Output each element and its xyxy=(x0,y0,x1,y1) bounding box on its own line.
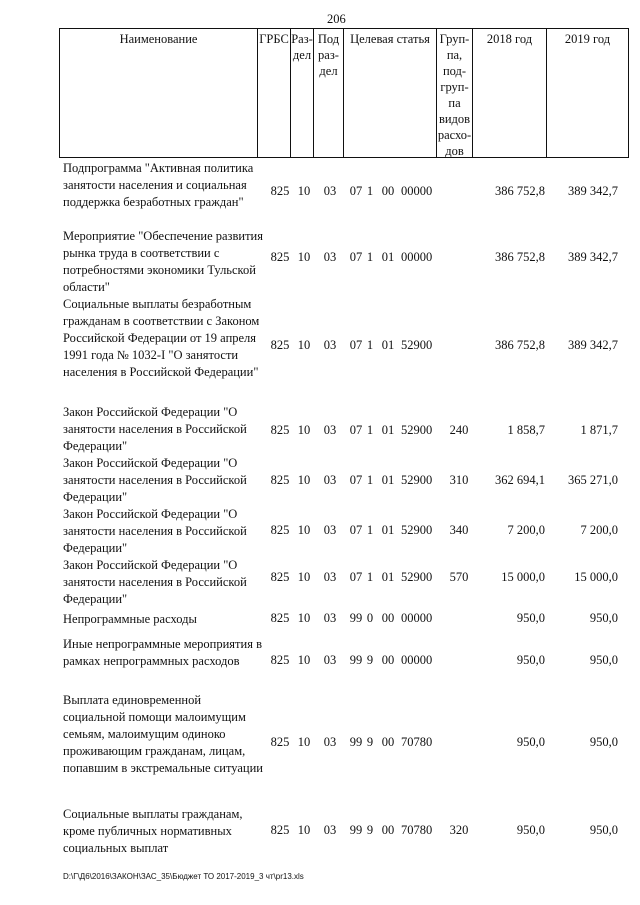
row-cs-program: 07 xyxy=(349,250,363,264)
row-2018: 950,0 xyxy=(516,611,545,625)
header-group-line: под- xyxy=(442,64,467,78)
row-cs-event: 00 xyxy=(381,611,395,625)
header-podrazdel xyxy=(314,29,344,157)
header-group xyxy=(437,29,473,157)
row-cs-direction: 52900 xyxy=(401,570,433,584)
table-row xyxy=(0,611,640,633)
header-podrazdel-line: раз- xyxy=(318,48,339,62)
row-group: 310 xyxy=(449,473,469,487)
row-cs-program: 99 xyxy=(349,823,363,837)
row-group: 340 xyxy=(449,523,469,537)
row-2019: 1 871,7 xyxy=(580,423,618,437)
row-podrazdel: 03 xyxy=(323,611,337,625)
table-row xyxy=(0,404,640,455)
row-2018: 7 200,0 xyxy=(507,523,545,537)
table-row xyxy=(0,636,640,690)
row-podrazdel: 03 xyxy=(323,523,337,537)
header-razdel xyxy=(291,29,314,157)
row-group: 240 xyxy=(449,423,469,437)
header-group-line: Груп- xyxy=(439,32,470,46)
row-name: Социальные выплаты безработным гражданам в соответствии с Законом Российской Федерации от 19 апреля 1991 года № 1032-I "О занятости населения в Российской Федерации" xyxy=(63,297,260,379)
row-razdel: 10 xyxy=(297,611,311,625)
row-cs-event: 01 xyxy=(381,338,395,352)
row-2018: 386 752,8 xyxy=(495,338,545,352)
row-group: 320 xyxy=(449,823,469,837)
row-2019: 950,0 xyxy=(589,653,618,667)
row-cs-subprogram: 0 xyxy=(366,611,374,625)
row-cs-program: 07 xyxy=(349,423,363,437)
row-cs-program: 99 xyxy=(349,653,363,667)
row-podrazdel: 03 xyxy=(323,338,337,352)
row-2019: 7 200,0 xyxy=(580,523,618,537)
row-cs-event: 01 xyxy=(381,473,395,487)
table-row xyxy=(0,228,640,296)
row-grbs: 825 xyxy=(270,473,290,487)
row-razdel: 10 xyxy=(297,735,311,749)
row-2019: 389 342,7 xyxy=(568,184,618,198)
row-2019: 389 342,7 xyxy=(568,338,618,352)
row-razdel: 10 xyxy=(297,473,311,487)
header-grbs: ГРБС xyxy=(258,29,291,157)
row-cs-subprogram: 1 xyxy=(366,338,374,352)
row-grbs: 825 xyxy=(270,250,290,264)
table-row xyxy=(0,455,640,506)
row-2018: 386 752,8 xyxy=(495,250,545,264)
row-cs-program: 99 xyxy=(349,735,363,749)
header-2018: 2018 год xyxy=(473,29,547,157)
row-razdel: 10 xyxy=(297,523,311,537)
header-podrazdel-line: Под xyxy=(317,32,340,46)
row-name: Закон Российской Федерации "О занятости населения в Российской Федерации" xyxy=(63,558,247,606)
row-name: Выплата единовременной социальной помощи малоимущим семьям, малоимущим одиноко проживающим гражданам, лицам, попавшим в экстремальные ситуации xyxy=(63,693,263,775)
row-grbs: 825 xyxy=(270,611,290,625)
table-row xyxy=(0,160,640,228)
row-2018: 1 858,7 xyxy=(507,423,545,437)
row-cs-subprogram: 9 xyxy=(366,823,374,837)
row-grbs: 825 xyxy=(270,184,290,198)
row-2018: 950,0 xyxy=(516,823,545,837)
row-name: Подпрограмма "Активная политика занятости населения и социальная поддержка безработных граждан" xyxy=(63,161,254,209)
row-razdel: 10 xyxy=(297,423,311,437)
header-podrazdel-line: дел xyxy=(319,64,338,78)
row-cs-direction: 00000 xyxy=(401,184,433,198)
row-cs-event: 01 xyxy=(381,423,395,437)
row-name: Непрограммные расходы xyxy=(63,612,197,626)
row-cs-subprogram: 1 xyxy=(366,523,374,537)
row-2019: 950,0 xyxy=(589,611,618,625)
page-number: 206 xyxy=(327,12,346,26)
table-row xyxy=(0,806,640,860)
row-grbs: 825 xyxy=(270,570,290,584)
row-podrazdel: 03 xyxy=(323,570,337,584)
row-cs-event: 00 xyxy=(381,823,395,837)
row-2018: 362 694,1 xyxy=(495,473,545,487)
row-cs-direction: 52900 xyxy=(401,338,433,352)
row-razdel: 10 xyxy=(297,184,311,198)
row-2019: 950,0 xyxy=(589,735,618,749)
header-2019: 2019 год xyxy=(564,32,611,46)
row-cs-program: 99 xyxy=(349,611,363,625)
file-path-footer: D:\Г\Д6\2016\ЗАКОН\ЗАС_35\Бюджет ТО 2017-2019_3 чт\pr13.xls xyxy=(63,872,304,881)
row-grbs: 825 xyxy=(270,735,290,749)
row-cs-subprogram: 9 xyxy=(366,653,374,667)
row-grbs: 825 xyxy=(270,653,290,667)
row-cs-direction: 52900 xyxy=(401,523,433,537)
header-target-article: Целевая статья xyxy=(344,29,437,157)
row-cs-event: 01 xyxy=(381,570,395,584)
row-cs-event: 01 xyxy=(381,250,395,264)
row-podrazdel: 03 xyxy=(323,735,337,749)
header-group-line: па, xyxy=(446,48,463,62)
row-podrazdel: 03 xyxy=(323,184,337,198)
row-cs-subprogram: 1 xyxy=(366,473,374,487)
table-row xyxy=(0,296,640,404)
row-razdel: 10 xyxy=(297,570,311,584)
row-cs-direction: 00000 xyxy=(401,611,433,625)
row-podrazdel: 03 xyxy=(323,653,337,667)
row-name: Закон Российской Федерации "О занятости населения в Российской Федерации" xyxy=(63,456,247,504)
row-grbs: 825 xyxy=(270,423,290,437)
row-name: Закон Российской Федерации "О занятости населения в Российской Федерации" xyxy=(63,507,247,555)
row-cs-direction: 70780 xyxy=(401,823,433,837)
row-cs-program: 07 xyxy=(349,338,363,352)
row-podrazdel: 03 xyxy=(323,250,337,264)
row-cs-subprogram: 1 xyxy=(366,570,374,584)
row-cs-subprogram: 1 xyxy=(366,250,374,264)
row-2018: 15 000,0 xyxy=(501,570,545,584)
header-name: Наименование xyxy=(60,29,258,157)
row-cs-event: 00 xyxy=(381,184,395,198)
row-name: Мероприятие "Обеспечение развития рынка труда в соответствии с потребностями экономики Тульской области" xyxy=(63,229,263,294)
row-cs-program: 07 xyxy=(349,570,363,584)
row-2019: 365 271,0 xyxy=(568,473,618,487)
row-cs-direction: 52900 xyxy=(401,423,433,437)
header-group-line: видов xyxy=(438,112,471,126)
row-2018: 386 752,8 xyxy=(495,184,545,198)
row-podrazdel: 03 xyxy=(323,823,337,837)
row-cs-direction: 52900 xyxy=(401,473,433,487)
header-group-line: па xyxy=(448,96,461,110)
row-group: 570 xyxy=(449,570,469,584)
row-cs-program: 07 xyxy=(349,473,363,487)
row-name: Социальные выплаты гражданам, кроме публичных нормативных социальных выплат xyxy=(63,807,243,855)
row-grbs: 825 xyxy=(270,338,290,352)
row-name: Иные непрограммные мероприятия в рамках непрограммных расходов xyxy=(63,637,262,668)
row-cs-event: 00 xyxy=(381,735,395,749)
row-grbs: 825 xyxy=(270,823,290,837)
row-2019: 15 000,0 xyxy=(574,570,618,584)
row-cs-subprogram: 9 xyxy=(366,735,374,749)
row-2018: 950,0 xyxy=(516,653,545,667)
row-razdel: 10 xyxy=(297,250,311,264)
header-razdel-line: Раз- xyxy=(291,32,313,46)
row-cs-direction: 00000 xyxy=(401,250,433,264)
row-cs-subprogram: 1 xyxy=(366,423,374,437)
row-grbs: 825 xyxy=(270,523,290,537)
row-razdel: 10 xyxy=(297,823,311,837)
row-2019: 950,0 xyxy=(589,823,618,837)
row-podrazdel: 03 xyxy=(323,423,337,437)
row-cs-subprogram: 1 xyxy=(366,184,374,198)
row-2018: 950,0 xyxy=(516,735,545,749)
row-2019: 389 342,7 xyxy=(568,250,618,264)
header-group-line: груп- xyxy=(440,80,469,94)
header-razdel-line: дел xyxy=(292,48,312,62)
table-header xyxy=(59,28,629,158)
row-razdel: 10 xyxy=(297,338,311,352)
table-row xyxy=(0,692,640,796)
row-cs-direction: 00000 xyxy=(401,653,433,667)
header-group-line: расхо- xyxy=(437,128,472,142)
row-cs-program: 07 xyxy=(349,523,363,537)
table-row xyxy=(0,557,640,608)
row-cs-event: 00 xyxy=(381,653,395,667)
row-cs-event: 01 xyxy=(381,523,395,537)
header-group-line: дов xyxy=(445,144,464,158)
row-cs-direction: 70780 xyxy=(401,735,433,749)
table-row xyxy=(0,506,640,557)
row-razdel: 10 xyxy=(297,653,311,667)
row-podrazdel: 03 xyxy=(323,473,337,487)
row-name: Закон Российской Федерации "О занятости населения в Российской Федерации" xyxy=(63,405,247,453)
row-cs-program: 07 xyxy=(349,184,363,198)
